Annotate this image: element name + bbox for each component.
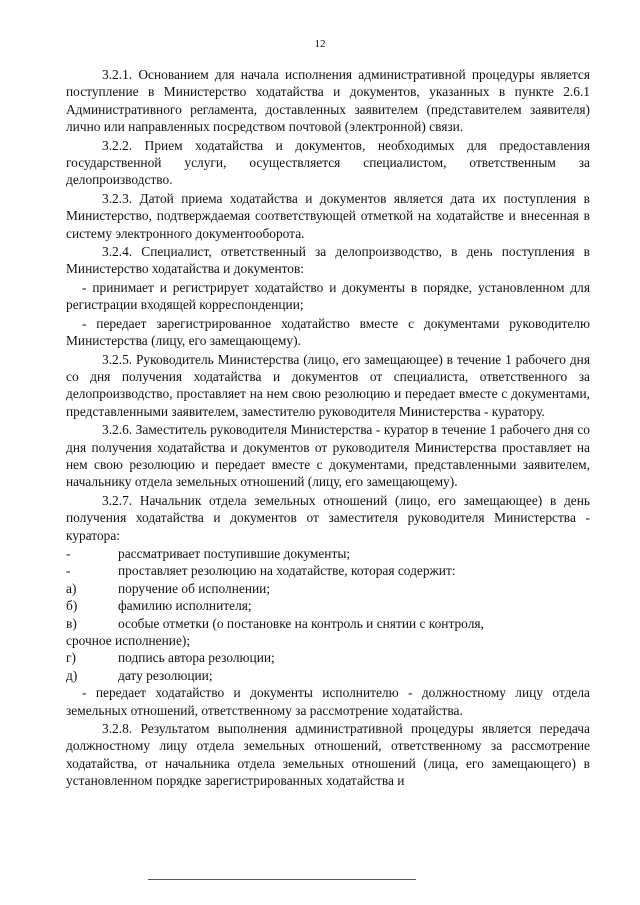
paragraph-3-2-4-item-2: - передает зарегистрированное ходатайство вместе с документами руководителю Министерства (лицу, его замещающему). xyxy=(66,315,590,349)
paragraph-3-2-8: 3.2.8. Результатом выполнения административной процедуры является передача должностному лицу отдела земельных отношений, ответственному за рассмотрение ходатайства, от начальника отдела земельных отношений (лица, его замещающего) в установленном порядке зарегистрированных ходатайства и xyxy=(66,721,590,789)
paragraph-3-2-4-item-1: - принимает и регистрирует ходатайство и документы в порядке, установленном для регистрации входящей корреспонденции; xyxy=(66,279,590,313)
list-text: срочное исполнение); xyxy=(66,633,191,648)
list-marker: в) xyxy=(66,615,77,631)
paragraph-3-2-6: 3.2.6. Заместитель руководителя Министерства - куратор в течение 1 рабочего дня со дня получения ходатайства и документов от руководителя Министерства проставляет на нем свою резолюцию и передает вместе с документами, представленными заявителем, начальнику отдела земельных отношений (лицу, его замещающему). xyxy=(66,422,590,490)
page-number: 12 xyxy=(314,38,326,50)
list-item xyxy=(66,580,590,597)
list-text: фамилию исполнителя; xyxy=(118,598,252,614)
paragraph-3-2-3: 3.2.3. Датой приема ходатайства и документов является дата их поступления в Министерство, подтверждаемая соответствующей отметкой на ходатайстве и внесенная в систему электронного документооборота. xyxy=(66,190,590,241)
list-item xyxy=(66,597,590,614)
list-text: рассматривает поступившие документы; xyxy=(118,545,351,561)
list-text: дату резолюции; xyxy=(118,667,213,683)
paragraph-3-2-1: 3.2.1. Основанием для начала исполнения административной процедуры является поступление в Министерство ходатайства и документов, указанных в пункте 2.6.1 Административного регламента, доставленных заявителем (представителем заявителя) лично или направленных посредством почтовой (электронной) связи. xyxy=(66,67,590,135)
list-text: проставляет резолюцию на ходатайстве, которая содержит: xyxy=(118,563,456,579)
list-item-continuation xyxy=(66,632,590,649)
resolution-list xyxy=(66,545,590,684)
list-marker: г) xyxy=(66,650,76,666)
paragraph-3-2-2: 3.2.2. Прием ходатайства и документов, необходимых для предоставления государственной услуги, осуществляется специалистом, ответственным за делопроизводство. xyxy=(66,137,590,188)
list-marker: б) xyxy=(66,598,78,614)
paragraph-3-2-4: 3.2.4. Специалист, ответственный за делопроизводство, в день поступления в Министерство ходатайства и документов: xyxy=(66,244,590,277)
document-body xyxy=(66,66,590,791)
paragraph-3-2-7-tail: - передает ходатайство и документы исполнителю - должностному лицу отдела земельных отношений, ответственному за рассмотрение ходатайства. xyxy=(66,685,590,718)
list-item xyxy=(66,649,590,666)
paragraph-3-2-5: 3.2.5. Руководитель Министерства (лицо, его замещающее) в течение 1 рабочего дня со дня получения ходатайства и документов от специалиста, ответственного за делопроизводство, проставляет на нем свою резолюцию и передает вместе с документами, представленными заявителем, заместителю руководителя Министерства - куратору. xyxy=(66,351,590,419)
list-text: подпись автора резолюции; xyxy=(118,650,275,666)
list-marker: - xyxy=(66,563,71,579)
list-text: особые отметки (о постановке на контроль и снятии с контроля, xyxy=(118,615,484,631)
paragraph-3-2-7: 3.2.7. Начальник отдела земельных отношений (лицо, его замещающее) в день получения ходатайства и документов от заместителя руководителя Министерства - куратора: xyxy=(66,492,590,543)
list-marker: - xyxy=(66,545,71,561)
footer-divider xyxy=(148,879,416,880)
list-item xyxy=(66,562,590,579)
list-text: поручение об исполнении; xyxy=(118,580,271,596)
list-item xyxy=(66,667,590,684)
list-marker: д) xyxy=(66,667,78,683)
list-item xyxy=(66,545,590,562)
list-item xyxy=(66,615,590,632)
list-marker: а) xyxy=(66,580,77,596)
